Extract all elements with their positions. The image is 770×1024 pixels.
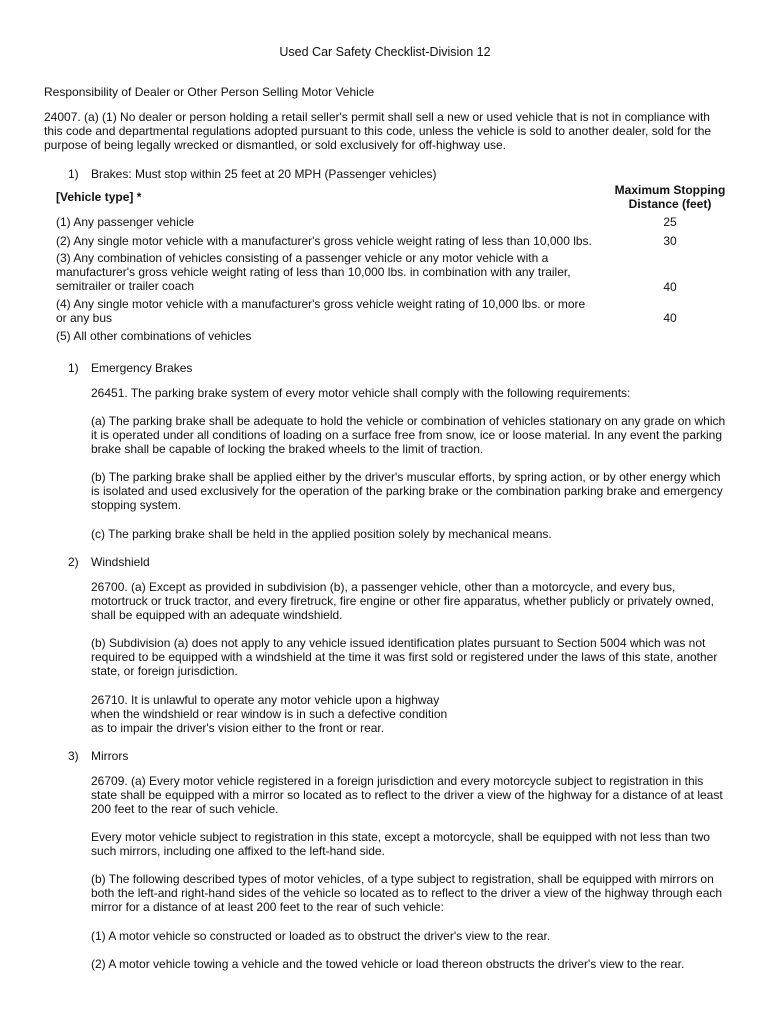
table-row: (5) All other combinations of vehicles <box>56 329 252 343</box>
table-cell-distance: 40 <box>663 311 677 325</box>
paragraph: (1) A motor vehicle so constructed or loaded as to obstruct the driver's view to the rear. <box>91 929 551 943</box>
table-row: (2) Any single motor vehicle with a manufacturer's gross vehicle weight rating of less than 10,000 lbs. <box>56 234 592 248</box>
table-row: (3) Any combination of vehicles consisting of a passenger vehicle or any motor vehicle with a manufacturer's gross vehicle weight rating of less than 10,000 lbs. in combination with any trailer, semitrailer or trailer coach <box>56 251 571 294</box>
paragraph: (2) A motor vehicle towing a vehicle and the towed vehicle or load thereon obstructs the driver's view to the rear. <box>91 957 685 971</box>
intro-paragraph: 24007. (a) (1) No dealer or person holding a retail seller's permit shall sell a new or used vehicle that is not in compliance with this code and departmental regulations adopted pursuant to this code, unless the vehicle is sold to another dealer, sold for the purpose of being legally wrecked or dismantled, or sold exclusively for off-highway use. <box>44 110 712 153</box>
paragraph: (b) The parking brake shall be applied either by the driver's muscular efforts, by spring action, or by other energy which is isolated and used exclusively for the operation of the parking brake or the combination parking brake and emergency stopping system. <box>91 470 723 513</box>
paragraph: Every motor vehicle subject to registration in this state, except a motorcycle, shall be equipped with not less than two such mirrors, including one affixed to the left-hand side. <box>91 830 710 859</box>
table-row: (4) Any single motor vehicle with a manufacturer's gross vehicle weight rating of 10,000 lbs. or more or any bus <box>56 297 586 326</box>
brakes-heading: Brakes: Must stop within 25 feet at 20 MPH (Passenger vehicles) <box>91 167 437 181</box>
paragraph: 26700. (a) Except as provided in subdivision (b), a passenger vehicle, other than a motorcycle, and every bus, motortruck or truck tractor, and every firetruck, fire engine or other fire apparatus, whether publicly or privately owned, shall be equipped with an adequate windshield. <box>91 580 714 623</box>
emergency-brakes-heading: Emergency Brakes <box>91 361 193 375</box>
table-cell-distance: 40 <box>663 280 677 294</box>
table-cell-distance: 25 <box>663 215 677 229</box>
paragraph: 26451. The parking brake system of every motor vehicle shall comply with the following requirements: <box>91 386 631 400</box>
table-cell-distance: 30 <box>663 234 677 248</box>
windshield-heading: Windshield <box>91 555 150 569</box>
windshield-number: 2) <box>68 555 79 569</box>
paragraph: 26709. (a) Every motor vehicle registered in a foreign jurisdiction and every motorcycle subject to registration in this state shall be equipped with a mirror so located as to reflect to the driver a view of the highway for a distance of at least 200 feet to the rear of such vehicle. <box>91 774 723 817</box>
brakes-number: 1) <box>68 167 79 181</box>
paragraph: (b) Subdivision (a) does not apply to any vehicle issued identification plates pursuant to Section 5004 which was not required to be equipped with a windshield at the time it was first sold or registered under the laws of this state, another state, or foreign jurisdiction. <box>91 636 718 679</box>
paragraph: (c) The parking brake shall be held in the applied position solely by mechanical means. <box>91 527 552 541</box>
paragraph: (b) The following described types of motor vehicles, of a type subject to registration, shall be equipped with mirrors on both the left-and right-hand sides of the vehicle so located as to reflect to the driver a view of the highway through each mirror for a distance of at least 200 feet to the rear of such vehicle: <box>91 872 723 915</box>
document-title: Used Car Safety Checklist-Division 12 <box>279 45 491 59</box>
mirrors-number: 3) <box>68 749 79 763</box>
paragraph: (a) The parking brake shall be adequate to hold the vehicle or combination of vehicles stationary on any grade on which it is operated under all conditions of loading on a surface free from snow, ice or loose material. In any event the parking brake shall be capable of locking the braked wheels to the limit of traction. <box>91 414 726 457</box>
table-header-vehicle-type: [Vehicle type] * <box>56 190 142 204</box>
mirrors-heading: Mirrors <box>91 749 129 763</box>
table-row: (1) Any passenger vehicle <box>56 215 195 229</box>
paragraph: 26710. It is unlawful to operate any motor vehicle upon a highway when the windshield or rear window is in such a defective condition as to impair the driver's vision either to the front or rear. <box>91 693 448 736</box>
section-heading: Responsibility of Dealer or Other Person Selling Motor Vehicle <box>44 85 375 99</box>
emergency-brakes-number: 1) <box>68 361 79 375</box>
table-header-distance: Maximum Stopping Distance (feet) <box>614 183 726 212</box>
